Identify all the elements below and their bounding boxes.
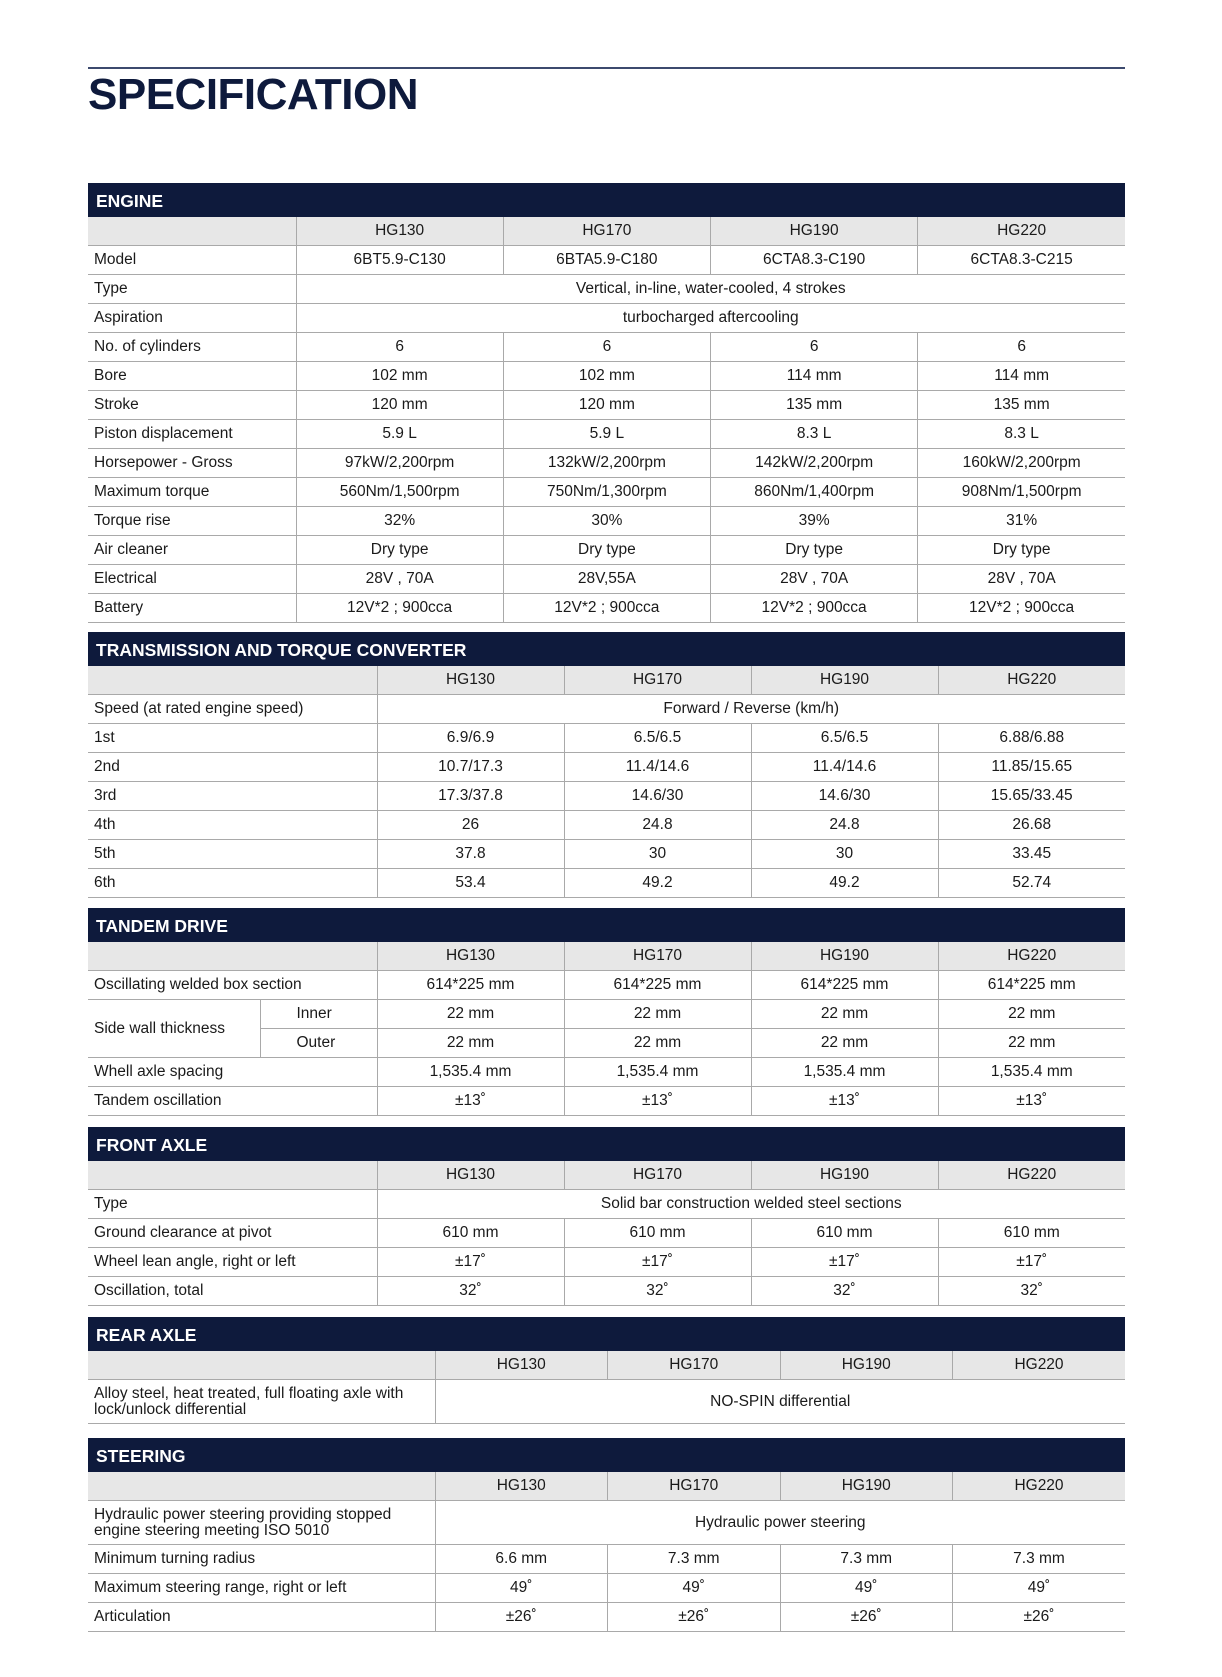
sub-label: Outer bbox=[260, 1029, 377, 1058]
row-label: Minimum turning radius bbox=[88, 1545, 435, 1574]
cell: 22 mm bbox=[938, 1029, 1125, 1058]
model-header: HG220 bbox=[938, 666, 1125, 695]
model-header: HG190 bbox=[751, 942, 938, 971]
cell: 750Nm/1,300rpm bbox=[503, 478, 710, 507]
cell: 8.3 L bbox=[918, 420, 1125, 449]
model-header: HG130 bbox=[377, 942, 564, 971]
front-axle-model-header-row bbox=[88, 1161, 1125, 1190]
row-label: 2nd bbox=[88, 753, 377, 782]
row-label: 1st bbox=[88, 724, 377, 753]
row-label: Type bbox=[88, 275, 296, 304]
cell: 5.9 L bbox=[503, 420, 710, 449]
model-header: HG130 bbox=[296, 217, 503, 246]
engine-row-horsepower bbox=[88, 449, 1125, 478]
row-label: Ground clearance at pivot bbox=[88, 1219, 377, 1248]
row-label: Side wall thickness bbox=[88, 1000, 260, 1058]
steering-table bbox=[88, 1472, 1125, 1632]
cell: 12V*2 ; 900cca bbox=[918, 594, 1125, 623]
cell: 6 bbox=[503, 333, 710, 362]
page-title: SPECIFICATION bbox=[88, 70, 419, 119]
cell: 11.85/15.65 bbox=[938, 753, 1125, 782]
cell: 49˚ bbox=[435, 1574, 608, 1603]
transmission-model-header-row bbox=[88, 666, 1125, 695]
front-axle-header: FRONT AXLE bbox=[88, 1127, 1125, 1161]
cell: 6.6 mm bbox=[435, 1545, 608, 1574]
row-label: Bore bbox=[88, 362, 296, 391]
transmission-row-speed bbox=[88, 695, 1125, 724]
header-blank-cell bbox=[88, 942, 377, 971]
steering-section bbox=[88, 1438, 1125, 1632]
engine-row-aspiration bbox=[88, 304, 1125, 333]
model-header: HG130 bbox=[435, 1351, 608, 1380]
tandem-row-inner bbox=[88, 1000, 1125, 1029]
cell: ±13˚ bbox=[377, 1087, 564, 1116]
span-cell: turbocharged aftercooling bbox=[296, 304, 1125, 333]
header-blank-cell bbox=[88, 1161, 377, 1190]
model-header: HG170 bbox=[564, 666, 751, 695]
cell: 135 mm bbox=[711, 391, 918, 420]
steering-row-turning-radius bbox=[88, 1545, 1125, 1574]
transmission-section bbox=[88, 632, 1125, 898]
cell: 132kW/2,200rpm bbox=[503, 449, 710, 478]
cell: 12V*2 ; 900cca bbox=[296, 594, 503, 623]
row-label: Maximum steering range, right or left bbox=[88, 1574, 435, 1603]
cell: 6CTA8.3-C190 bbox=[711, 246, 918, 275]
front-axle-row-type bbox=[88, 1190, 1125, 1219]
transmission-row-3rd bbox=[88, 782, 1125, 811]
front-axle-row-lean bbox=[88, 1248, 1125, 1277]
steering-header: STEERING bbox=[88, 1438, 1125, 1472]
cell: 24.8 bbox=[564, 811, 751, 840]
cell: ±26˚ bbox=[608, 1603, 781, 1632]
cell: ±13˚ bbox=[938, 1087, 1125, 1116]
span-cell: Forward / Reverse (km/h) bbox=[377, 695, 1125, 724]
row-label: Torque rise bbox=[88, 507, 296, 536]
cell: 142kW/2,200rpm bbox=[711, 449, 918, 478]
rear-axle-row-differential bbox=[88, 1380, 1125, 1424]
cell: ±26˚ bbox=[780, 1603, 953, 1632]
cell: ±17˚ bbox=[564, 1248, 751, 1277]
tandem-section bbox=[88, 908, 1125, 1116]
cell: 6.5/6.5 bbox=[751, 724, 938, 753]
engine-row-air-cleaner bbox=[88, 536, 1125, 565]
model-header: HG220 bbox=[918, 217, 1125, 246]
cell: 14.6/30 bbox=[564, 782, 751, 811]
cell: 49˚ bbox=[608, 1574, 781, 1603]
cell: 6.5/6.5 bbox=[564, 724, 751, 753]
model-header: HG170 bbox=[608, 1472, 781, 1501]
cell: 160kW/2,200rpm bbox=[918, 449, 1125, 478]
row-label: Piston displacement bbox=[88, 420, 296, 449]
cell: ±17˚ bbox=[377, 1248, 564, 1277]
cell: 28V , 70A bbox=[918, 565, 1125, 594]
cell: 1,535.4 mm bbox=[564, 1058, 751, 1087]
cell: Dry type bbox=[711, 536, 918, 565]
engine-model-header-row bbox=[88, 217, 1125, 246]
row-label: Alloy steel, heat treated, full floating axle with lock/unlock differential bbox=[88, 1380, 435, 1424]
cell: 8.3 L bbox=[711, 420, 918, 449]
cell: 6BT5.9-C130 bbox=[296, 246, 503, 275]
steering-row-range bbox=[88, 1574, 1125, 1603]
cell: 22 mm bbox=[377, 1000, 564, 1029]
model-header: HG170 bbox=[564, 942, 751, 971]
row-label: 5th bbox=[88, 840, 377, 869]
cell: 49˚ bbox=[780, 1574, 953, 1603]
tandem-table bbox=[88, 942, 1125, 1116]
model-header: HG190 bbox=[711, 217, 918, 246]
transmission-row-6th bbox=[88, 869, 1125, 898]
cell: 610 mm bbox=[377, 1219, 564, 1248]
row-label: Electrical bbox=[88, 565, 296, 594]
cell: 32˚ bbox=[564, 1277, 751, 1306]
row-label: Stroke bbox=[88, 391, 296, 420]
cell: 26 bbox=[377, 811, 564, 840]
model-header: HG190 bbox=[751, 1161, 938, 1190]
tandem-row-oscillation bbox=[88, 1087, 1125, 1116]
row-label: Air cleaner bbox=[88, 536, 296, 565]
cell: 49.2 bbox=[564, 869, 751, 898]
cell: 120 mm bbox=[296, 391, 503, 420]
span-cell: Solid bar construction welded steel sections bbox=[377, 1190, 1125, 1219]
cell: 14.6/30 bbox=[751, 782, 938, 811]
row-label: Type bbox=[88, 1190, 377, 1219]
row-label: No. of cylinders bbox=[88, 333, 296, 362]
cell: 6.88/6.88 bbox=[938, 724, 1125, 753]
steering-model-header-row bbox=[88, 1472, 1125, 1501]
row-label: Articulation bbox=[88, 1603, 435, 1632]
header-blank-cell bbox=[88, 666, 377, 695]
cell: 614*225 mm bbox=[377, 971, 564, 1000]
engine-row-cylinders bbox=[88, 333, 1125, 362]
front-axle-row-clearance bbox=[88, 1219, 1125, 1248]
cell: 908Nm/1,500rpm bbox=[918, 478, 1125, 507]
cell: 22 mm bbox=[938, 1000, 1125, 1029]
cell: 11.4/14.6 bbox=[564, 753, 751, 782]
cell: 614*225 mm bbox=[751, 971, 938, 1000]
model-header: HG170 bbox=[608, 1351, 781, 1380]
cell: 97kW/2,200rpm bbox=[296, 449, 503, 478]
model-header: HG190 bbox=[751, 666, 938, 695]
front-axle-table bbox=[88, 1161, 1125, 1306]
cell: 114 mm bbox=[711, 362, 918, 391]
row-label: Battery bbox=[88, 594, 296, 623]
cell: 39% bbox=[711, 507, 918, 536]
cell: ±26˚ bbox=[953, 1603, 1126, 1632]
row-label: Wheel lean angle, right or left bbox=[88, 1248, 377, 1277]
transmission-row-4th bbox=[88, 811, 1125, 840]
rear-axle-model-header-row bbox=[88, 1351, 1125, 1380]
engine-header: ENGINE bbox=[88, 183, 1125, 217]
row-label: Oscillation, total bbox=[88, 1277, 377, 1306]
cell: Dry type bbox=[503, 536, 710, 565]
cell: 17.3/37.8 bbox=[377, 782, 564, 811]
cell: 30 bbox=[751, 840, 938, 869]
span-cell: Hydraulic power steering bbox=[435, 1501, 1125, 1545]
cell: 610 mm bbox=[564, 1219, 751, 1248]
cell: 5.9 L bbox=[296, 420, 503, 449]
cell: 24.8 bbox=[751, 811, 938, 840]
cell: 10.7/17.3 bbox=[377, 753, 564, 782]
cell: 49˚ bbox=[953, 1574, 1126, 1603]
cell: 1,535.4 mm bbox=[938, 1058, 1125, 1087]
transmission-row-2nd bbox=[88, 753, 1125, 782]
cell: 102 mm bbox=[296, 362, 503, 391]
model-header: HG130 bbox=[377, 666, 564, 695]
row-label: Whell axle spacing bbox=[88, 1058, 377, 1087]
cell: 12V*2 ; 900cca bbox=[503, 594, 710, 623]
steering-row-hydraulic bbox=[88, 1501, 1125, 1545]
cell: 22 mm bbox=[564, 1029, 751, 1058]
cell: 28V,55A bbox=[503, 565, 710, 594]
model-header: HG220 bbox=[938, 942, 1125, 971]
tandem-row-box bbox=[88, 971, 1125, 1000]
top-rule bbox=[88, 67, 1125, 69]
cell: 53.4 bbox=[377, 869, 564, 898]
header-blank-cell bbox=[88, 1351, 435, 1380]
cell: 860Nm/1,400rpm bbox=[711, 478, 918, 507]
engine-row-bore bbox=[88, 362, 1125, 391]
rear-axle-section bbox=[88, 1317, 1125, 1424]
cell: 6.9/6.9 bbox=[377, 724, 564, 753]
cell: 32˚ bbox=[751, 1277, 938, 1306]
cell: 52.74 bbox=[938, 869, 1125, 898]
cell: 32% bbox=[296, 507, 503, 536]
cell: ±13˚ bbox=[751, 1087, 938, 1116]
cell: Dry type bbox=[296, 536, 503, 565]
row-label: 3rd bbox=[88, 782, 377, 811]
cell: 614*225 mm bbox=[938, 971, 1125, 1000]
rear-axle-table bbox=[88, 1351, 1125, 1424]
transmission-header: TRANSMISSION AND TORQUE CONVERTER bbox=[88, 632, 1125, 666]
tandem-model-header-row bbox=[88, 942, 1125, 971]
transmission-row-1st bbox=[88, 724, 1125, 753]
cell: 37.8 bbox=[377, 840, 564, 869]
cell: 30 bbox=[564, 840, 751, 869]
cell: 7.3 mm bbox=[608, 1545, 781, 1574]
cell: 26.68 bbox=[938, 811, 1125, 840]
cell: 30% bbox=[503, 507, 710, 536]
cell: 614*225 mm bbox=[564, 971, 751, 1000]
row-label: Oscillating welded box section bbox=[88, 971, 377, 1000]
engine-row-electrical bbox=[88, 565, 1125, 594]
tandem-header: TANDEM DRIVE bbox=[88, 908, 1125, 942]
cell: 1,535.4 mm bbox=[377, 1058, 564, 1087]
span-cell: Vertical, in-line, water-cooled, 4 strokes bbox=[296, 275, 1125, 304]
steering-row-articulation bbox=[88, 1603, 1125, 1632]
cell: 7.3 mm bbox=[953, 1545, 1126, 1574]
engine-row-displacement bbox=[88, 420, 1125, 449]
engine-table bbox=[88, 217, 1125, 623]
model-header: HG190 bbox=[780, 1472, 953, 1501]
model-header: HG170 bbox=[564, 1161, 751, 1190]
engine-row-stroke bbox=[88, 391, 1125, 420]
cell: 120 mm bbox=[503, 391, 710, 420]
rear-axle-header: REAR AXLE bbox=[88, 1317, 1125, 1351]
row-label: 6th bbox=[88, 869, 377, 898]
cell: 1,535.4 mm bbox=[751, 1058, 938, 1087]
row-label: 4th bbox=[88, 811, 377, 840]
row-label: Maximum torque bbox=[88, 478, 296, 507]
model-header: HG130 bbox=[435, 1472, 608, 1501]
cell: ±13˚ bbox=[564, 1087, 751, 1116]
span-cell: NO-SPIN differential bbox=[435, 1380, 1125, 1424]
cell: 6 bbox=[296, 333, 503, 362]
header-blank-cell bbox=[88, 217, 296, 246]
cell: 7.3 mm bbox=[780, 1545, 953, 1574]
row-label: Tandem oscillation bbox=[88, 1087, 377, 1116]
cell: Dry type bbox=[918, 536, 1125, 565]
cell: 102 mm bbox=[503, 362, 710, 391]
engine-row-model bbox=[88, 246, 1125, 275]
cell: 28V , 70A bbox=[711, 565, 918, 594]
cell: 6BTA5.9-C180 bbox=[503, 246, 710, 275]
engine-row-type bbox=[88, 275, 1125, 304]
front-axle-section bbox=[88, 1127, 1125, 1306]
row-label: Hydraulic power steering providing stopped engine steering meeting ISO 5010 bbox=[88, 1501, 435, 1545]
row-label: Speed (at rated engine speed) bbox=[88, 695, 377, 724]
cell: 114 mm bbox=[918, 362, 1125, 391]
cell: 22 mm bbox=[564, 1000, 751, 1029]
cell: ±17˚ bbox=[751, 1248, 938, 1277]
cell: 22 mm bbox=[751, 1000, 938, 1029]
cell: 15.65/33.45 bbox=[938, 782, 1125, 811]
engine-row-torque bbox=[88, 478, 1125, 507]
transmission-row-5th bbox=[88, 840, 1125, 869]
cell: 33.45 bbox=[938, 840, 1125, 869]
cell: 12V*2 ; 900cca bbox=[711, 594, 918, 623]
model-header: HG170 bbox=[503, 217, 710, 246]
cell: 6 bbox=[711, 333, 918, 362]
model-header: HG130 bbox=[377, 1161, 564, 1190]
model-header: HG220 bbox=[953, 1472, 1126, 1501]
cell: 610 mm bbox=[938, 1219, 1125, 1248]
cell: ±17˚ bbox=[938, 1248, 1125, 1277]
row-label: Model bbox=[88, 246, 296, 275]
cell: 6CTA8.3-C215 bbox=[918, 246, 1125, 275]
row-label: Horsepower - Gross bbox=[88, 449, 296, 478]
cell: 32˚ bbox=[377, 1277, 564, 1306]
header-blank-cell bbox=[88, 1472, 435, 1501]
cell: 135 mm bbox=[918, 391, 1125, 420]
engine-section bbox=[88, 183, 1125, 623]
model-header: HG190 bbox=[780, 1351, 953, 1380]
cell: 6 bbox=[918, 333, 1125, 362]
model-header: HG220 bbox=[938, 1161, 1125, 1190]
cell: 28V , 70A bbox=[296, 565, 503, 594]
cell: 610 mm bbox=[751, 1219, 938, 1248]
cell: 49.2 bbox=[751, 869, 938, 898]
cell: 11.4/14.6 bbox=[751, 753, 938, 782]
cell: 31% bbox=[918, 507, 1125, 536]
transmission-table bbox=[88, 666, 1125, 898]
engine-row-torque-rise bbox=[88, 507, 1125, 536]
sub-label: Inner bbox=[260, 1000, 377, 1029]
cell: 32˚ bbox=[938, 1277, 1125, 1306]
front-axle-row-oscillation bbox=[88, 1277, 1125, 1306]
cell: 560Nm/1,500rpm bbox=[296, 478, 503, 507]
engine-row-battery bbox=[88, 594, 1125, 623]
cell: ±26˚ bbox=[435, 1603, 608, 1632]
tandem-row-spacing bbox=[88, 1058, 1125, 1087]
cell: 22 mm bbox=[377, 1029, 564, 1058]
model-header: HG220 bbox=[953, 1351, 1126, 1380]
row-label: Aspiration bbox=[88, 304, 296, 333]
cell: 22 mm bbox=[751, 1029, 938, 1058]
